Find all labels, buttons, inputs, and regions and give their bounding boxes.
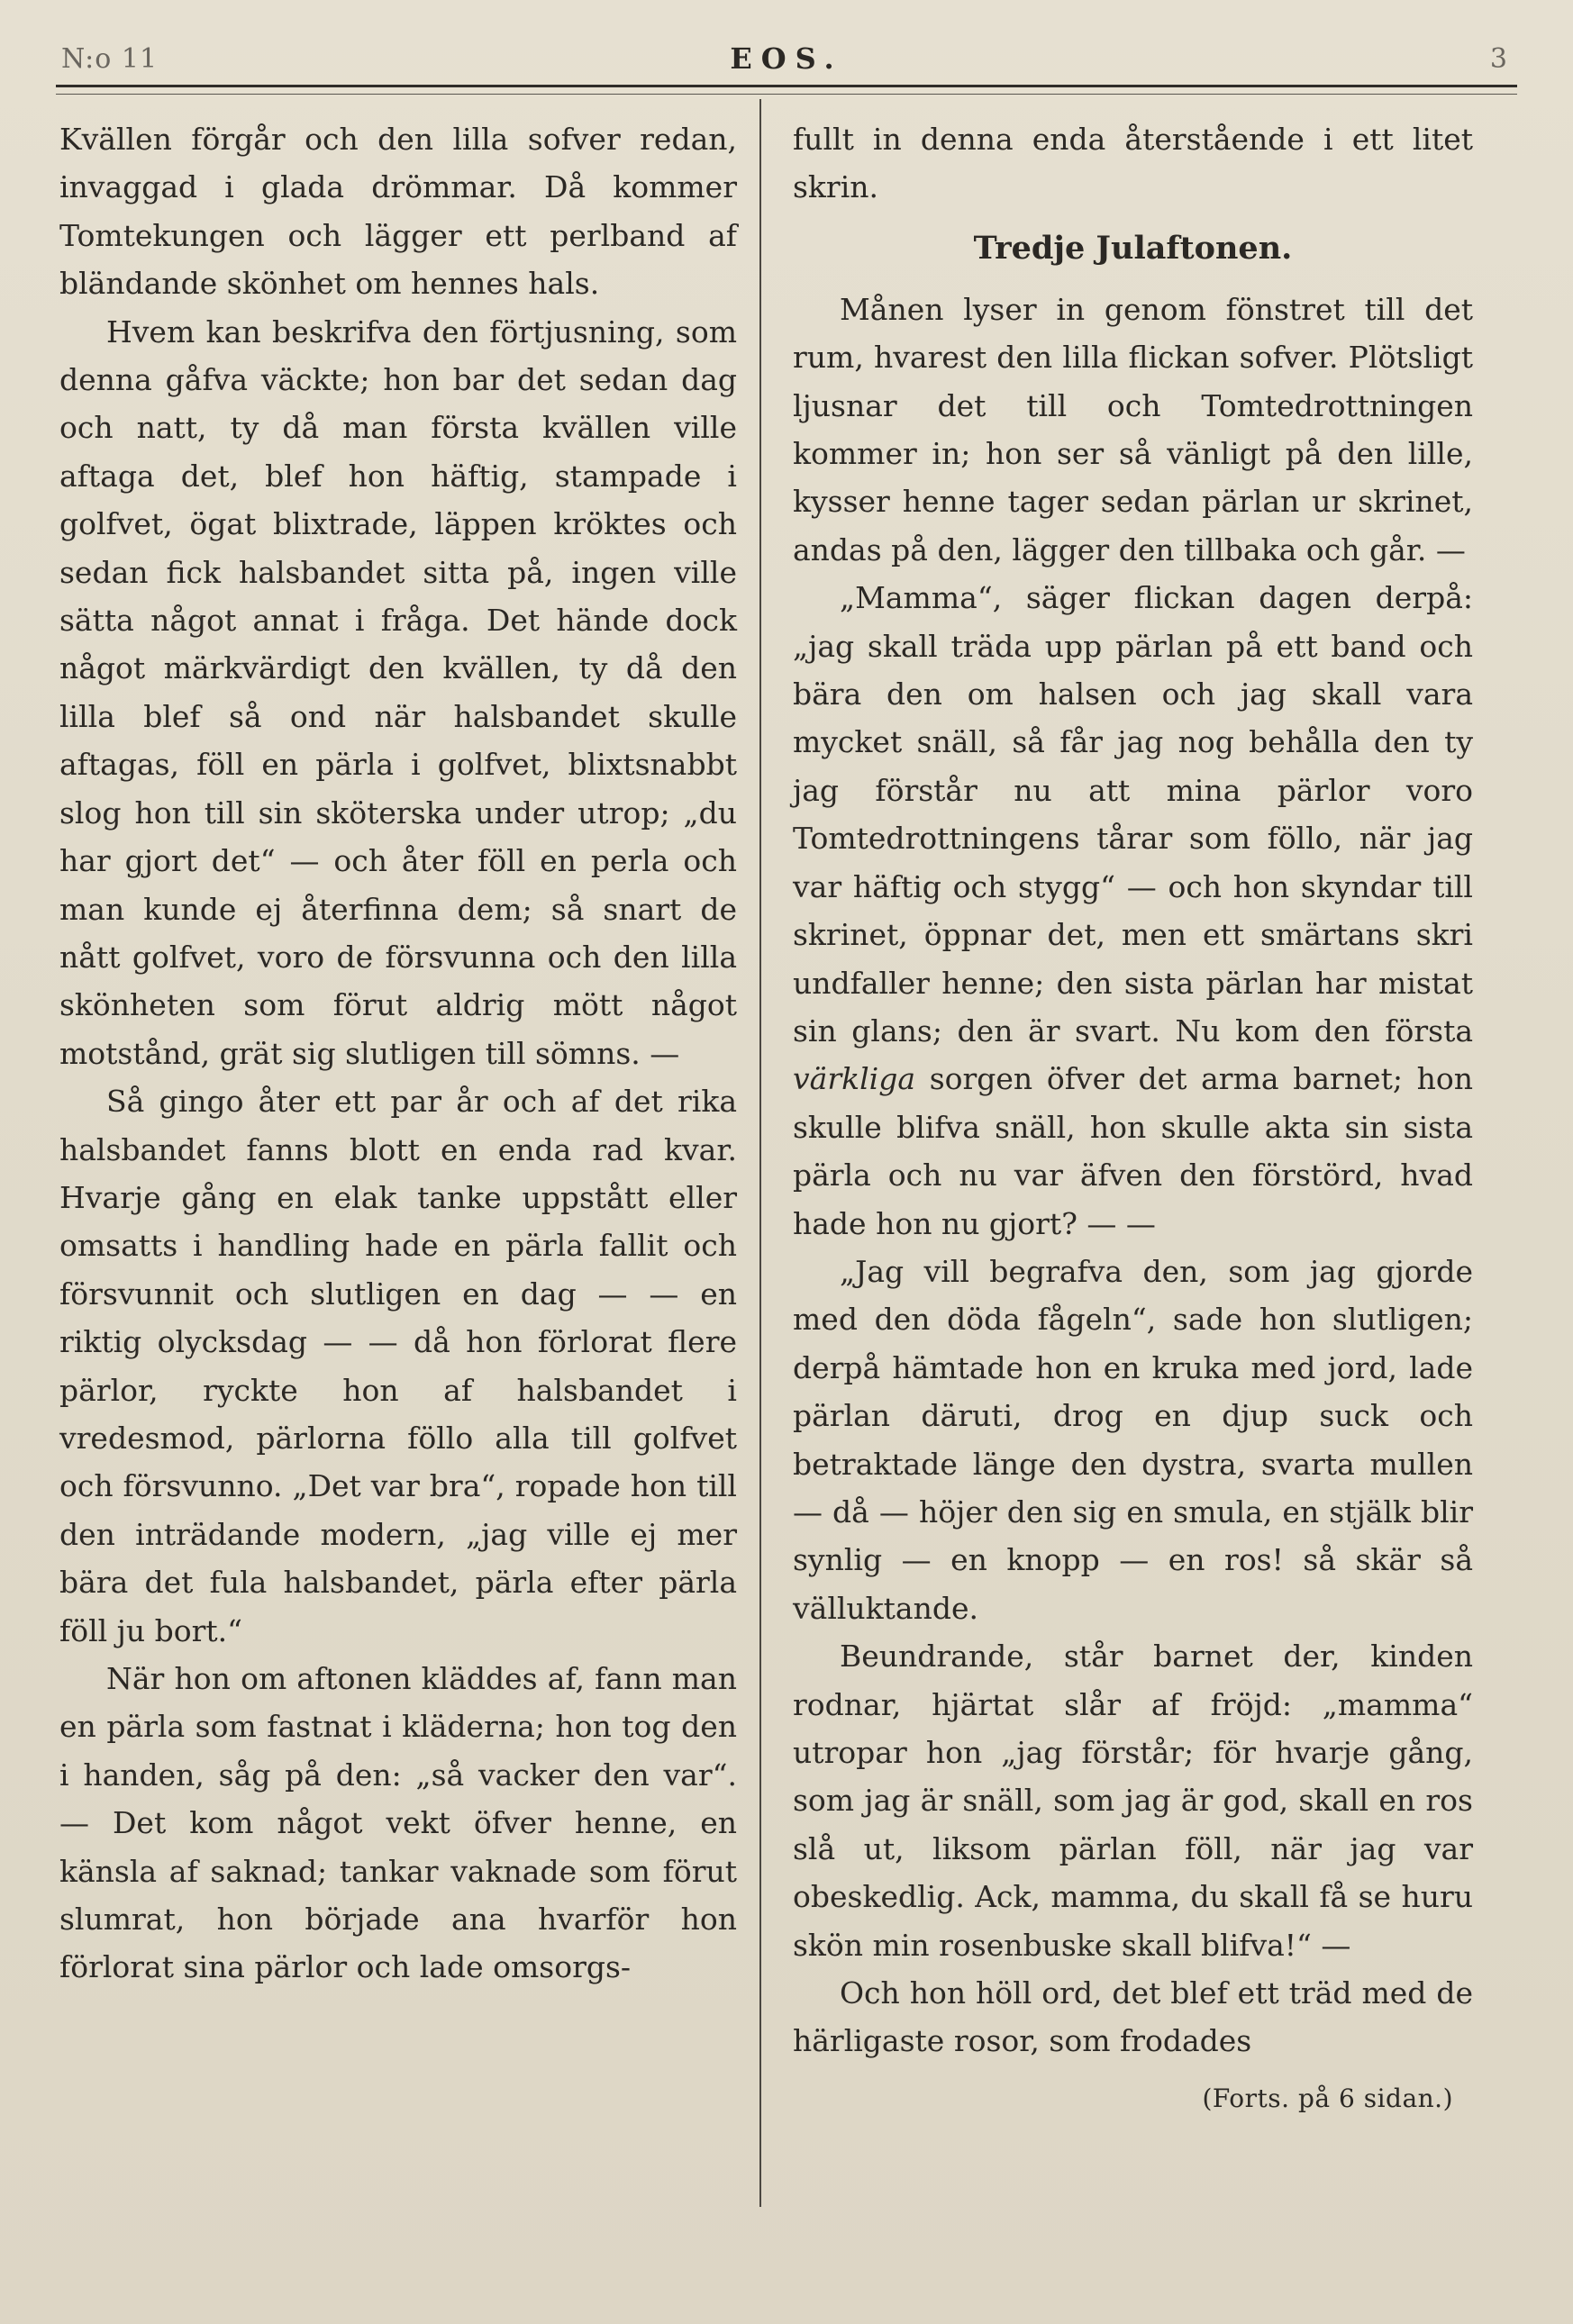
header-rule <box>56 85 1517 87</box>
paragraph: Så gingo åter ett par år och af det rika halsbandet fanns blott en enda rad kvar. Hvarje gång en elak tanke uppstått eller omsatts i handling hade en pärla fallit och försvunnit och slutligen en dag — — en riktig olycksdag — — då hon förlorat flere pärlor, ryckte hon af halsbandet i vredesmod, pärlorna föllo alla till golfvet och försvunno. „Det var bra“, ropade hon till den inträdande modern, „jag ville ej mer bära det fula halsbandet, pärla efter pärla föll ju bort.“ <box>59 1084 737 1648</box>
paragraph-text: sorgen öfver det arma barnet; hon skulle blifva snäll, hon skulle akta sin sista pärla och nu var äfven den förstörd, hvad hade hon nu gjort? — — <box>793 1061 1474 1241</box>
section-heading: Tredje Julaftonen. <box>973 229 1293 267</box>
header-rule-thin <box>56 94 1517 95</box>
paragraph: Månen lyser in genom fönstret till det rum, hvarest den lilla flickan sofver. Plötsligt ljusnar det till och Tomtedrottningen kommer in; hon ser så vänligt på den lille, kysser henne tager sedan pärlan ur skrinet, andas på den, lägger den tillbaka och går. — <box>793 291 1473 567</box>
page-number: 3 <box>1489 43 1508 75</box>
column-divider <box>759 99 761 2207</box>
paragraph: Beundrande, står barnet der, kinden rodnar, hjärtat slår af fröjd: „mamma“ utropar hon „jag förstår; för hvarje gång, som jag är snäll, som jag är god, skall en ros slå ut, liksom pärlan föll, när jag var obeskedlig. Ack, mamma, du skall få se huru skön min rosenbuske skall blifva!“ — <box>793 1639 1473 1963</box>
left-column <box>59 115 737 1992</box>
issue-number: N:o 11 <box>61 43 159 75</box>
continuation-note: (Forts. på 6 sidan.) <box>1202 2083 1453 2113</box>
paragraph: Och hon höll ord, det blef ett träd med de härligaste rosor, som frodades <box>793 1975 1473 2059</box>
paragraph: Kvällen förgår och den lilla sofver redan, invaggad i glada drömmar. Då kommer Tomtekungen och lägger ett perlband af bländande skönhet om hennes hals. <box>59 122 737 302</box>
italic-word: värkliga <box>793 1061 915 1097</box>
right-column <box>793 115 1473 2122</box>
paragraph: „Jag vill begrafva den, som jag gjorde med den döda fågeln“, sade hon slutligen; derpå hämtade hon en kruka med jord, lade pärlan däruti, drog en djup suck och betraktade länge den dystra, svarta mullen — då — höjer den sig en smula, en stjälk blir synlig — en knopp — en ros! så skär så välluktande. <box>793 1253 1473 1626</box>
paragraph: När hon om aftonen kläddes af, fann man en pärla som fastnat i kläderna; hon tog den i handen, såg på den: „så vacker den var“. — Det kom något vekt öfver henne, en känsla af saknad; tankar vaknade som förut slumrat, hon började ana hvarför hon förlorat sina pärlor och lade omsorgs- <box>59 1661 737 1985</box>
paragraph <box>793 574 1473 1248</box>
paragraph-text: „Mamma“, säger flickan dagen derpå: „jag skall träda upp pärlan på ett band och bära den om halsen och jag skall vara mycket snäll, så får jag nog behålla den ty jag förstår nu att mina pärlor voro Tomtedrottningens tårar som föllo, när jag var häftig och stygg“ — och hon skyndar till skrinet, öppnar det, men ett smärtans skri undfaller henne; den sista pärlan har mistat sin glans; den är svart. Nu kom den första <box>793 580 1473 1049</box>
paragraph: Hvem kan beskrifva den förtjusning, som denna gåfva väckte; hon bar det sedan dag och natt, ty då man första kvällen ville aftaga det, blef hon häftig, stampade i golfvet, ögat blixtrade, läppen kröktes och sedan fick halsbandet sitta på, ingen ville sätta något annat i fråga. Det hände dock något märkvärdigt den kvällen, ty då den lilla blef så ond när halsbandet skulle aftagas, föll en pärla i golfvet, blixtsnabbt slog hon till sin sköterska under utrop; „du har gjort det“ — och åter föll en perla och man kunde ej återfinna dem; så snart de nått golfvet, voro de försvunna och den lilla skönheten som förut aldrig mött något motstånd, grät sig slutligen till sömns. — <box>59 313 737 1071</box>
masthead-title: EOS. <box>730 41 843 76</box>
paragraph: fullt in denna enda återstående i ett litet skrin. <box>793 122 1473 205</box>
page-header <box>54 34 1519 79</box>
